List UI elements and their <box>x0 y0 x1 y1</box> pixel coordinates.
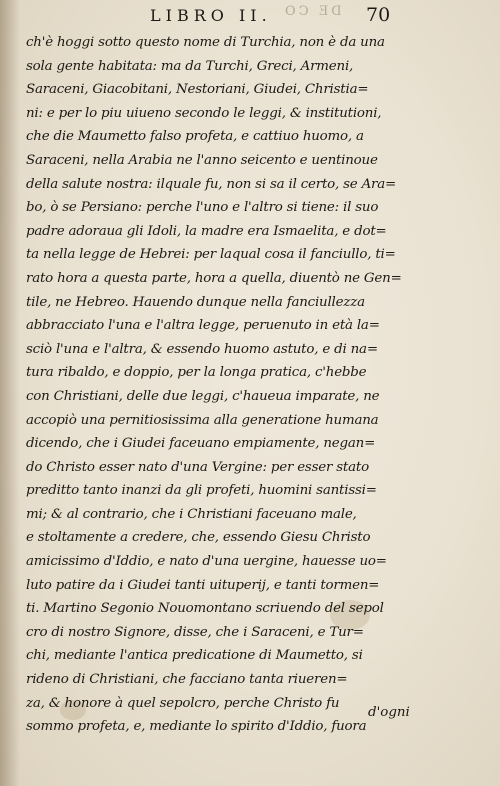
text-line: dicendo, che i Giudei faceuano empiamente, negan= <box>26 436 376 452</box>
text-line: rideno di Christiani, che facciano tanta riueren= <box>26 672 348 688</box>
catchword: d'ogni <box>368 705 410 720</box>
text-line: mi; & al contrario, che i Christiani faceuano male, <box>26 506 357 522</box>
text-line: ta nella legge de Hebrei: per laqual cosa il fanciullo, ti= <box>26 247 396 263</box>
text-line: Saraceni, Giacobitani, Nestoriani, Giudei, Christia= <box>26 82 369 98</box>
text-line: ch'è hoggi sotto questo nome di Turchia, non è da una <box>26 35 385 50</box>
text-line: do Christo esser nato d'una Vergine: per esser stato <box>26 459 369 475</box>
text-line: cro di nostro Signore, disse, che i Saraceni, e Tur= <box>26 624 364 640</box>
text-line: padre adoraua gli Idoli, la madre era Ismaelita, e dot= <box>26 223 387 239</box>
text-line: con Christiani, delle due leggi, c'haueua imparate, ne <box>26 388 380 404</box>
text-line: abbracciato l'una e l'altra legge, peruenuto in età la= <box>26 318 380 334</box>
text-line: luto patire da i Giudei tanti uituperij, e tanti tormen= <box>26 577 380 593</box>
text-line: amicissimo d'Iddio, e nato d'una uergine, hauesse uo= <box>26 554 387 570</box>
gutter-shadow <box>0 0 20 786</box>
text-line: za, & honore à quel sepolcro, perche Christo fu <box>26 695 340 711</box>
text-line: tile, ne Hebreo. Hauendo dunque nella fanciullezza <box>26 294 365 310</box>
text-line: ni: e per lo piu uiueno secondo le leggi, & institutioni, <box>26 105 382 121</box>
text-line: preditto tanto inanzi da gli profeti, huomini santissi= <box>26 483 377 499</box>
text-line: che die Maumetto falso profeta, e cattiuo huomo, a <box>26 129 364 145</box>
page-header <box>0 4 500 30</box>
bleed-through-text: DE CO <box>282 4 342 19</box>
page-number: 70 <box>366 4 391 26</box>
text-line: rato hora a questa parte, hora a quella, diuentò ne Gen= <box>26 270 402 286</box>
text-line: chi, mediante l'antica predicatione di Maumetto, si <box>26 648 363 664</box>
text-line: tura ribaldo, e doppio, per la longa pratica, c'hebbe <box>26 365 367 381</box>
text-line: sciò l'una e l'altra, & essendo huomo astuto, e di na= <box>26 341 378 357</box>
text-line: ti. Martino Segonio Nouomontano scriuendo del sepol <box>26 601 384 617</box>
running-head: LIBRO II. <box>150 6 272 25</box>
body-text <box>26 31 418 739</box>
text-line: e stoltamente a credere, che, essendo Giesu Christo <box>26 530 371 546</box>
text-line: bo, ò se Persiano: perche l'uno e l'altro si tiene: il suo <box>26 200 379 216</box>
text-line: della salute nostra: ilquale fu, non si sa il certo, se Ara= <box>26 176 397 192</box>
text-line: sommo profeta, e, mediante lo spirito d'Iddio, fuora <box>26 719 367 735</box>
text-line: accopiò una pernitiosissima alla generatione humana <box>26 412 379 428</box>
text-line: sola gente habitata: ma da Turchi, Greci, Armeni, <box>26 58 354 74</box>
text-line: Saraceni, nella Arabia ne l'anno seicento e uentinoue <box>26 152 378 168</box>
